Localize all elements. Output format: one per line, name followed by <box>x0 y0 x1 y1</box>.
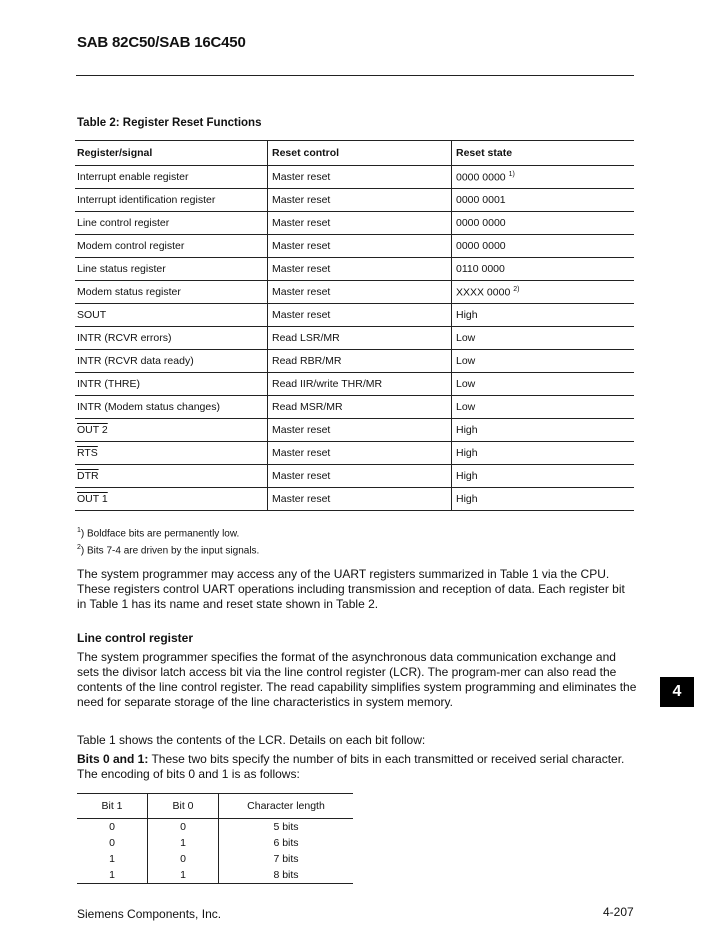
reset-state-cell: Low <box>452 350 635 373</box>
reset-state-cell: High <box>452 442 635 465</box>
reset-control-cell: Master reset <box>268 212 452 235</box>
reset-control-cell: Master reset <box>268 419 452 442</box>
table-row <box>77 835 353 851</box>
table-row <box>77 867 353 884</box>
bit-1-cell: 0 <box>77 835 148 851</box>
register-signal-cell: $\overline{DTR}$ <box>75 465 268 488</box>
table-row <box>77 819 353 836</box>
table-row <box>75 442 634 465</box>
reset-state-cell: High <box>452 419 635 442</box>
table-row <box>75 304 634 327</box>
reset-state-cell: High <box>452 465 635 488</box>
footnote-1: $^1$) Boldface bits are permanently low. <box>77 527 240 540</box>
table-row <box>75 465 634 488</box>
page-header-title: SAB 82C50/SAB 16C450 <box>77 34 246 51</box>
bit-0-cell: 0 <box>148 819 219 836</box>
bit-1-cell: 1 <box>77 851 148 867</box>
table-row <box>75 488 634 511</box>
reset-control-cell: Read RBR/MR <box>268 350 452 373</box>
reset-state-cell: 0000 0000 <box>452 212 635 235</box>
footer-page-number: 4-207 <box>603 905 634 919</box>
footnote-2: $^2$) Bits 7-4 are driven by the input signals. <box>77 544 260 557</box>
reset-control-cell: Master reset <box>268 488 452 511</box>
bits-0-1-label: Bits 0 and 1: <box>77 752 149 766</box>
reset-control-cell: Master reset <box>268 442 452 465</box>
table-2-caption: Table 2: Register Reset Functions <box>77 117 262 129</box>
section-heading-line-control-register: Line control register <box>77 631 194 645</box>
register-signal-cell: INTR (Modem status changes) <box>75 396 268 419</box>
paragraph-uart-registers: The system programmer may access any of the UART registers summarized in Table 1 via the CPU. These registers control UART operations including transmission and reception of data. Each register bit in Table 1 has its name and reset state shown in Table 2. <box>77 567 625 611</box>
column-header-reset-state: Reset state <box>452 141 635 166</box>
character-length-table <box>77 793 353 884</box>
register-signal-cell: SOUT <box>75 304 268 327</box>
bit-1-cell: 1 <box>77 867 148 884</box>
table-row <box>75 212 634 235</box>
table-row <box>75 166 634 189</box>
character-length-cell: 5 bits <box>273 821 299 833</box>
table-row <box>77 851 353 867</box>
register-reset-table <box>75 140 634 511</box>
footnote-ref: 2) <box>513 285 520 293</box>
register-signal-cell: OUT 1 <box>75 488 268 511</box>
bit-0-cell: 1 <box>148 835 219 851</box>
bits-0-1-text: These two bits specify the number of bits in each transmitted or received serial character. The encoding of bits 0 and 1 is as follows: <box>77 752 625 781</box>
column-header-reset-control: Reset control <box>268 141 452 166</box>
reset-state-cell: Low <box>452 373 635 396</box>
table-row <box>75 419 634 442</box>
reset-control-cell: Read MSR/MR <box>268 396 452 419</box>
bit-0-cell: 0 <box>148 851 219 867</box>
reset-control-cell: Master reset <box>268 235 452 258</box>
paragraph-lcr-description: The system programmer specifies the format of the asynchronous data communication exchange and sets the divisor latch access bit via the line control register (LCR). The program-mer can also read the contents of the line control register. The read capability simplifies system programming and eliminates the need for separate storage of the line characteristics in system memory. <box>77 650 637 709</box>
table-row <box>75 396 634 419</box>
character-length-cell: 8 bits <box>219 867 354 884</box>
table-row <box>75 350 634 373</box>
header-divider <box>76 75 634 76</box>
column-header-bit-1: Bit 1 <box>77 794 148 819</box>
column-header-bit-0: Bit 0 <box>148 794 219 819</box>
reset-state-cell: Low <box>452 396 635 419</box>
register-signal-cell: Modem status register <box>75 281 268 304</box>
table-header-row <box>75 141 634 166</box>
register-signal-cell: Interrupt enable register <box>75 166 268 189</box>
bit-0-cell: 1 <box>148 867 219 884</box>
reset-control-cell: Read IIR/write THR/MR <box>268 373 452 396</box>
reset-control-cell: Master reset <box>268 465 452 488</box>
reset-control-cell: Read LSR/MR <box>268 327 452 350</box>
reset-state-cell: 0110 0000 <box>452 258 635 281</box>
table-row <box>75 189 634 212</box>
register-signal-cell: INTR (RCVR errors) <box>75 327 268 350</box>
register-signal-cell: $\overline{RTS}$ <box>75 442 268 465</box>
register-signal-cell: OUT 2 <box>75 419 268 442</box>
table-row <box>75 258 634 281</box>
table-row <box>75 235 634 258</box>
paragraph-lcr-contents: Table 1 shows the contents of the LCR. Details on each bit follow: <box>77 733 426 747</box>
reset-control-cell: Master reset <box>268 166 452 189</box>
reset-control-cell: Master reset <box>268 304 452 327</box>
register-signal-cell: Interrupt identification register <box>75 189 268 212</box>
reset-state-cell: 0000 0000 <box>452 235 635 258</box>
reset-state-cell: High <box>452 488 635 511</box>
chapter-tab: 4 <box>660 677 694 707</box>
reset-control-cell: Master reset <box>268 281 452 304</box>
reset-state-cell: 0000 0000 $^{1)}$ <box>452 166 635 189</box>
column-header-character-length: Character length <box>219 794 354 819</box>
reset-state-cell: 0000 0001 <box>452 189 635 212</box>
bits-table-header-row <box>77 794 353 819</box>
reset-control-cell: Master reset <box>268 258 452 281</box>
register-signal-cell: Modem control register <box>75 235 268 258</box>
reset-state-cell: XXXX 0000 $^{2)}$ <box>452 281 635 304</box>
footnote-ref: 1) <box>508 170 515 178</box>
character-length-cell: 7 bits <box>273 853 299 865</box>
bit-1-cell: 0 <box>77 819 148 836</box>
table-row <box>75 373 634 396</box>
register-signal-cell: INTR (RCVR data ready) <box>75 350 268 373</box>
paragraph-bits-0-1 <box>77 752 637 782</box>
table-row <box>75 281 634 304</box>
reset-state-cell: Low <box>452 327 635 350</box>
column-header-register-signal: Register/signal <box>75 141 268 166</box>
register-signal-cell: Line control register <box>75 212 268 235</box>
footer-company: Siemens Components, Inc. <box>77 907 222 921</box>
reset-state-cell: High <box>452 304 635 327</box>
table-row <box>75 327 634 350</box>
register-signal-cell: INTR (THRE) <box>75 373 268 396</box>
table-footnotes <box>77 524 259 559</box>
register-signal-cell: Line status register <box>75 258 268 281</box>
reset-control-cell: Master reset <box>268 189 452 212</box>
character-length-cell: 6 bits <box>273 837 299 849</box>
